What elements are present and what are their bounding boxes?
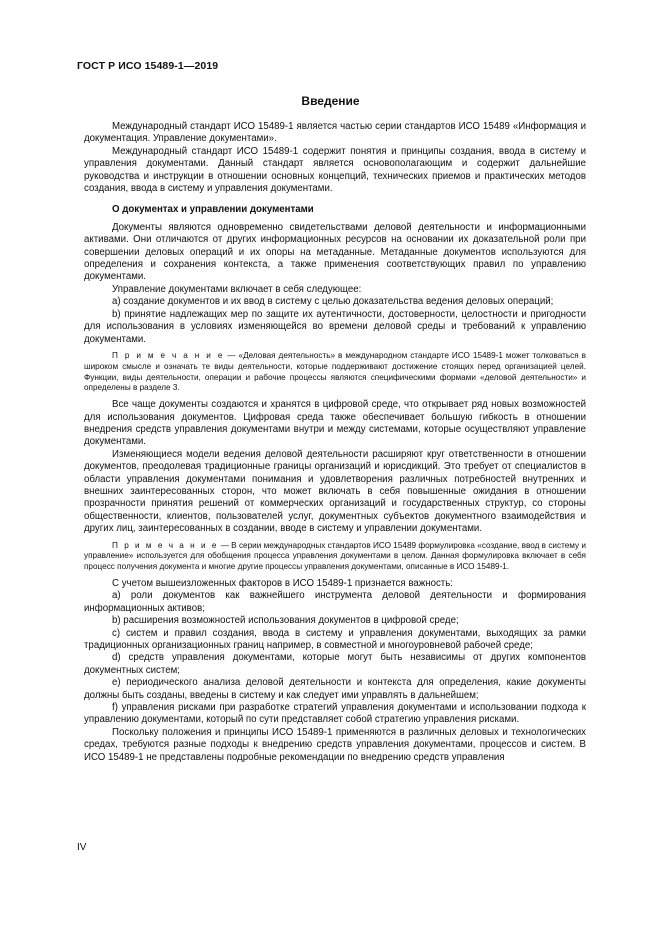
note-text: — «Деловая деятельность» в международном стандарте ИСО 15489-1 может толковаться в широком смысле и означать те виды деятельности, которые поддерживают достижение стоящих перед организацией целей. Функции, виды деятельности, операции и рабочие процессы являются специфическими формами «деловой деятельности» и определены в разделе 3. <box>84 350 587 393</box>
paragraph: Документы являются одновременно свидетельствами деловой деятельности и информационными активами. Они отличаются от других информационных ресурсов на основании их доказательной роли при совершении деловых операций и их опоры на метаданные. Метаданные документов используются для определения и сохранения контекста, а также применения соответствующих правил по управлению документами. <box>84 221 586 283</box>
note <box>84 351 586 394</box>
paragraph: Международный стандарт ИСО 15489-1 содержит понятия и принципы создания, ввода в систему и управления документами. Данный стандарт является основополагающим и содержит дальнейшие руководства и инструкции в отношении основных концепций, технических приемов и практических методов создания, ввода в систему и управления документами. <box>84 145 586 195</box>
list-item: b) расширения возможностей использования документов в цифровой среде; <box>112 615 459 627</box>
list-item: d) средств управления документами, которые могут быть независимы от других компонентов документных систем; <box>84 652 586 676</box>
note-text: — В серии международных стандартов ИСО 15489 формулировка «создание, ввод в систему и управление» используется для обобщения процесса управления документами в целом. Данная формулировка включает в себя процесс получения документа и многие другие процессы управления документами, описанные в ИСО 15489-1. <box>84 540 586 572</box>
note-label: П р и м е ч а н и е <box>112 540 219 550</box>
paragraph: Управление документами включает в себя следующее: <box>112 283 362 295</box>
note <box>84 541 586 573</box>
list-item: e) периодического анализа деловой деятельности и контекста для определения, какие документы должны быть созданы, введены в систему и как следует ими управлять в дальнейшем; <box>84 677 586 701</box>
standard-header: ГОСТ Р ИСО 15489-1—2019 <box>77 60 219 72</box>
list-item: b) принятие надлежащих мер по защите их аутентичности, достоверности, целостности и пригодности для использования в условиях изменяющейся во времени деловой среды и требований к управлению документами. <box>84 308 586 345</box>
paragraph: Поскольку положения и принципы ИСО 15489-1 применяются в различных деловых и технологических средах, требуются разные подходы к внедрению средств управления документами, процессов и систем. В ИСО 15489-1 не представлены подробные рекомендации по внедрению средств управления <box>84 726 586 763</box>
list-item: f) управления рисками при разработке стратегий управления документами и использовании подхода к управлению документами, который по сути представляет собой стратегию управления рисками. <box>84 702 586 726</box>
paragraph: Все чаще документы создаются и хранятся в цифровой среде, что открывает ряд новых возможностей для использования документов. Цифровая среда также обеспечивает большую гибкость в отношении внедрения средств управления документами внутри и между системами, которые осуществляют управление документами. <box>84 399 586 448</box>
list-item: c) систем и правил создания, ввода в систему и управления документами, выходящих за рамки традиционных организационных границ например, в совместной и многоуровневой рабочей среде; <box>84 627 586 651</box>
paragraph: Международный стандарт ИСО 15489-1 является частью серии стандартов ИСО 15489 «Информация и документация. Управление документами». <box>84 121 586 145</box>
note-label: П р и м е ч а н и е <box>112 350 225 360</box>
list-item: a) роли документов как важнейшего инструмента деловой деятельности и формирования информационных активов; <box>84 590 586 614</box>
page-title: Введение <box>301 94 360 108</box>
main-content <box>84 121 586 764</box>
list-item: a) создание документов и их ввод в систему с целью доказательства ведения деловых операций; <box>112 296 554 308</box>
paragraph: С учетом вышеизложенных факторов в ИСО 15489-1 признается важность: <box>112 577 453 589</box>
section-heading: О документах и управлении документами <box>112 204 314 216</box>
page-number: IV <box>77 842 87 853</box>
paragraph: Изменяющиеся модели ведения деловой деятельности расширяют круг ответственности в отношении документов, преодолевая традиционные границы организаций и юрисдикций. Это требует от специалистов в области управления документами понимания и удовлетворения различных потребностей внутренних и внешних заинтересованных сторон, что может включать в себя повышенные ожидания в отношении прозрачности принятия решений от коммерческих организаций и государственных структур, со стороны общественности, клиентов, пользователей услуг, документных субъектов документного взаимодействия и других лиц, заинтересованных в создании, вводе в систему и управлении документами. <box>84 448 586 535</box>
